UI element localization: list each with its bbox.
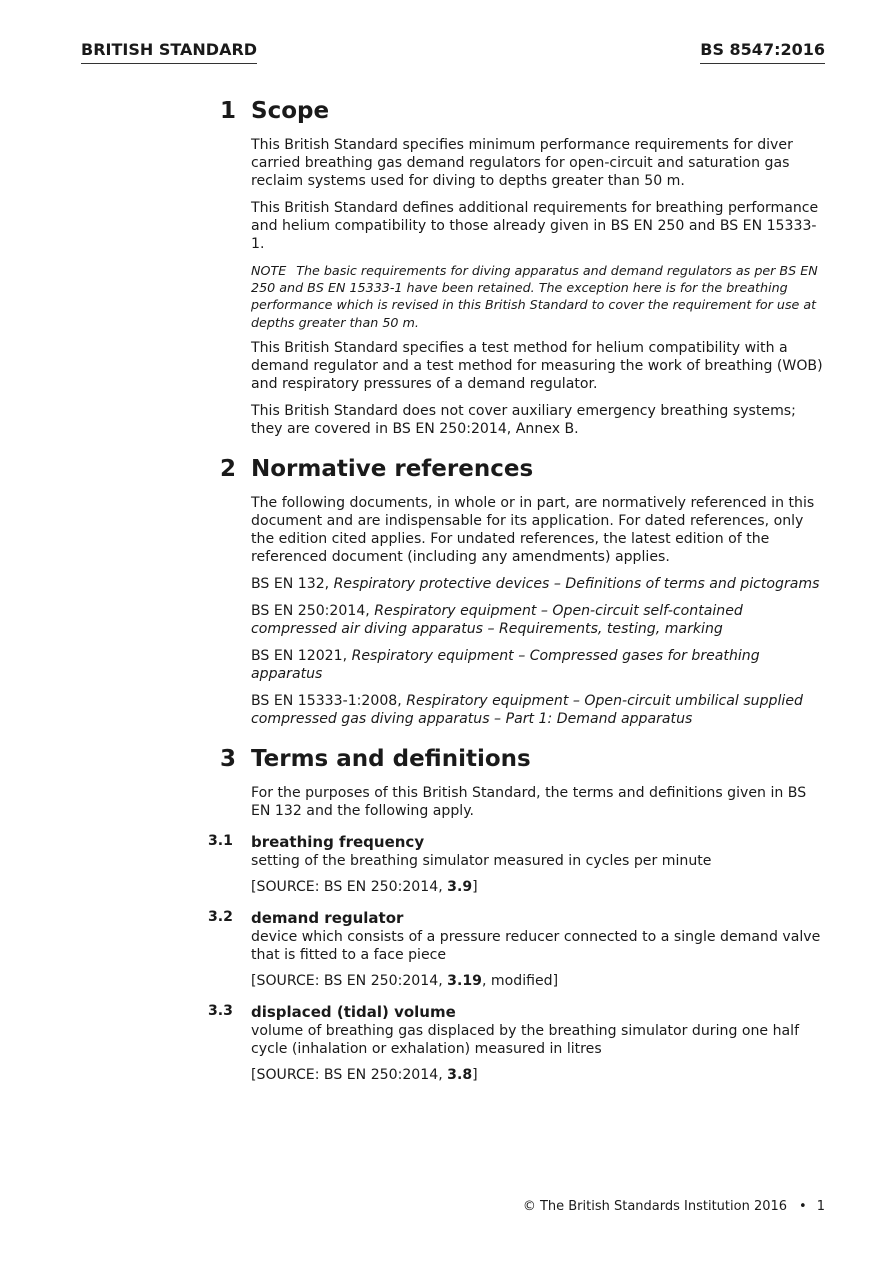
note-text: The basic requirements for diving apparatus and demand regulators as per BS EN 250 and BS EN 15333-1 have been retained. The exception here is for the breathing performance which is revised in this British Standard to cover the requirement for use at depths greater than 50 m. <box>251 263 818 330</box>
term-entry <box>81 833 825 896</box>
reference-code: BS EN 250:2014, <box>251 602 375 619</box>
section-title: Normative references <box>251 455 534 482</box>
document-body <box>81 98 825 1084</box>
reference-code: BS EN 15333-1:2008, <box>251 692 407 709</box>
note-label: NOTE <box>251 263 287 278</box>
source-suffix: ] <box>472 878 478 895</box>
reference-title: Respiratory protective devices – Definitions of terms and pictograms <box>333 575 820 592</box>
section-number: 3 <box>219 745 236 772</box>
term-definition: volume of breathing gas displaced by the breathing simulator during one half cycle (inhalation or exhalation) measured in litres <box>251 1022 800 1057</box>
source-clause: 3.19 <box>447 972 482 989</box>
paragraph: The following documents, in whole or in part, are normatively referenced in this document and are indispensable for its application. For dated references, only the edition cited applies. For undated references, the latest edition of the referenced document (including any amendments) applies. <box>251 494 815 565</box>
term-definition: device which consists of a pressure reducer connected to a single demand valve that is fitted to a face piece <box>251 928 821 963</box>
reference-item <box>251 575 825 593</box>
term-number: 3.1 <box>208 832 233 849</box>
term-entry <box>81 1003 825 1084</box>
bullet-separator: • <box>799 1199 807 1214</box>
paragraph: This British Standard does not cover auxiliary emergency breathing systems; they are covered in BS EN 250:2014, Annex B. <box>251 402 796 437</box>
paragraph: For the purposes of this British Standard, the terms and definitions given in BS EN 132 and the following apply. <box>251 784 807 819</box>
source-suffix: , modified] <box>481 972 559 989</box>
reference-title: Respiratory equipment – Open-circuit self-contained compressed air diving apparatus – Requirements, testing, marking <box>251 602 743 637</box>
copyright-notice: © The British Standards Institution 2016 <box>522 1199 788 1214</box>
term-number: 3.3 <box>208 1002 233 1019</box>
term-source <box>251 972 825 990</box>
section-terms-definitions <box>81 746 825 1084</box>
source-prefix: [SOURCE: BS EN 250:2014, <box>251 972 448 989</box>
section-heading <box>81 746 825 780</box>
source-clause: 3.9 <box>447 878 473 895</box>
reference-title: Respiratory equipment – Open-circuit umbilical supplied compressed gas diving apparatus – Part 1: Demand apparatus <box>251 692 803 727</box>
source-prefix: [SOURCE: BS EN 250:2014, <box>251 878 448 895</box>
term-source <box>251 878 825 896</box>
paragraph: This British Standard defines additional requirements for breathing performance and helium compatibility to those already given in BS EN 250 and BS EN 15333-1. <box>251 200 819 252</box>
section-number: 2 <box>219 455 236 482</box>
reference-code: BS EN 132, <box>251 575 334 592</box>
section-title: Terms and definitions <box>251 745 531 772</box>
page-number: 1 <box>816 1199 825 1214</box>
section-title: Scope <box>251 98 330 124</box>
paragraph: This British Standard specifies minimum performance requirements for diver carried breathing gas demand regulators for open-circuit and saturation gas reclaim systems used for diving to depths greater than 50 m. <box>251 137 793 189</box>
paragraph: This British Standard specifies a test method for helium compatibility with a demand regulator and a test method for measuring the work of breathing (WOB) and respiratory pressures of a demand regulator. <box>251 339 823 392</box>
header-publisher: BRITISH STANDARD <box>81 40 257 64</box>
section-heading <box>81 456 825 490</box>
term-name: demand regulator <box>251 908 404 927</box>
source-suffix: ] <box>472 1066 478 1083</box>
term-name: breathing frequency <box>251 832 425 851</box>
term-source <box>251 1066 825 1084</box>
source-prefix: [SOURCE: BS EN 250:2014, <box>251 1066 448 1083</box>
header-standard-number: BS 8547:2016 <box>700 40 825 64</box>
source-clause: 3.8 <box>447 1066 473 1083</box>
reference-title: Respiratory equipment – Compressed gases for breathing apparatus <box>251 647 760 682</box>
section-number: 1 <box>219 98 236 124</box>
page-footer <box>523 1199 825 1214</box>
reference-item <box>251 647 825 683</box>
section-scope <box>81 98 825 438</box>
reference-code: BS EN 12021, <box>251 647 352 664</box>
section-normative-references <box>81 456 825 728</box>
reference-item <box>251 602 825 638</box>
section-heading <box>81 98 825 132</box>
term-name: displaced (tidal) volume <box>251 1002 456 1021</box>
term-definition: setting of the breathing simulator measured in cycles per minute <box>251 852 712 869</box>
term-entry <box>81 909 825 990</box>
term-number: 3.2 <box>208 908 233 925</box>
note <box>251 262 825 331</box>
reference-item <box>251 692 825 728</box>
